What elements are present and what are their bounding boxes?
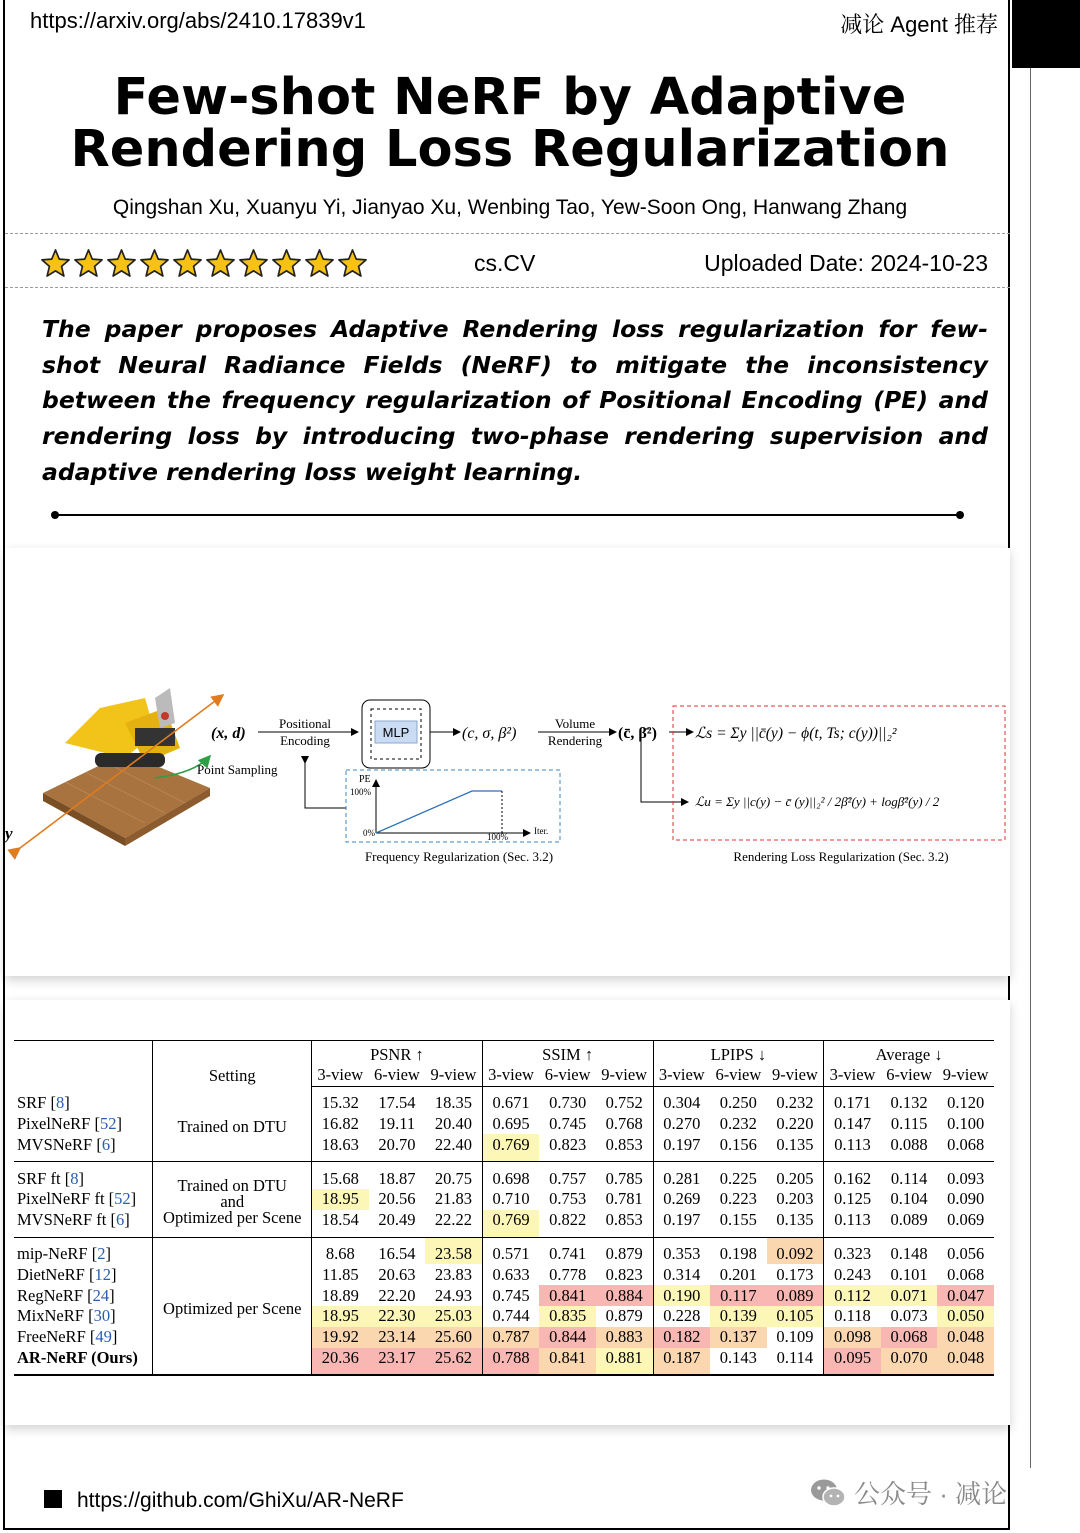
method-cell: MVSNeRF [6] bbox=[17, 1134, 116, 1154]
value-cell: 23.83 bbox=[434, 1264, 473, 1284]
value-cell: 0.162 bbox=[824, 1162, 881, 1189]
method-cell: RegNeRF [24] bbox=[17, 1285, 115, 1305]
value-cell: 21.83 bbox=[434, 1189, 473, 1209]
value-cell: 0.769 bbox=[482, 1210, 539, 1237]
plot-x0: 0% bbox=[363, 828, 375, 838]
side-line bbox=[1030, 68, 1031, 1468]
title-line-1: Few-shot NeRF by Adaptive bbox=[113, 68, 907, 127]
value-cell: 0.250 bbox=[719, 1093, 757, 1113]
value-cell: 22.30 bbox=[369, 1306, 426, 1327]
value-cell: 0.228 bbox=[653, 1306, 710, 1327]
value-cell: 20.56 bbox=[378, 1189, 416, 1209]
value-cell: 0.198 bbox=[719, 1243, 757, 1263]
value-cell: 18.95 bbox=[312, 1306, 369, 1327]
star-icon bbox=[304, 248, 335, 279]
setting-line: Optimized per Scene bbox=[163, 1298, 302, 1318]
metric-header: SSIM ↑ bbox=[482, 1041, 653, 1066]
setting-line: Trained on DTU bbox=[177, 1176, 287, 1196]
method-cell: FreeNeRF [49] bbox=[17, 1327, 118, 1347]
value-cell: 0.879 bbox=[605, 1243, 643, 1263]
value-cell: 0.304 bbox=[653, 1086, 710, 1113]
value-cell: 0.073 bbox=[890, 1306, 928, 1326]
point-sampling-label: Point Sampling bbox=[197, 762, 278, 777]
value-cell: 0.205 bbox=[776, 1168, 814, 1188]
value-cell: 0.148 bbox=[890, 1243, 928, 1263]
star-icon bbox=[106, 248, 137, 279]
value-cell: 11.85 bbox=[322, 1264, 359, 1284]
value-cell: 0.232 bbox=[776, 1093, 814, 1113]
value-cell: 20.49 bbox=[378, 1210, 416, 1230]
value-cell: 23.14 bbox=[369, 1327, 426, 1348]
value-cell: 0.730 bbox=[549, 1093, 587, 1113]
value-cell: 24.93 bbox=[434, 1285, 473, 1305]
value-cell: 16.82 bbox=[321, 1113, 359, 1133]
value-cell: 0.323 bbox=[824, 1237, 881, 1264]
y-axis-label: y bbox=[5, 824, 13, 843]
value-cell: 0.088 bbox=[890, 1134, 928, 1154]
citation-link[interactable]: 6 bbox=[116, 1210, 125, 1230]
value-cell: 0.823 bbox=[605, 1264, 643, 1284]
value-cell: 0.056 bbox=[947, 1243, 985, 1263]
value-cell: 0.155 bbox=[719, 1210, 757, 1230]
star-icon bbox=[205, 248, 236, 279]
view-header: 9-view bbox=[937, 1065, 994, 1086]
value-cell: 0.822 bbox=[549, 1210, 587, 1230]
value-cell: 0.225 bbox=[719, 1168, 757, 1188]
value-cell: 0.125 bbox=[824, 1189, 881, 1210]
value-cell: 25.03 bbox=[425, 1306, 482, 1327]
plot-y100: 100% bbox=[350, 787, 371, 797]
value-cell: 19.11 bbox=[378, 1113, 416, 1133]
view-header: 3-view bbox=[482, 1065, 539, 1086]
value-cell: 0.171 bbox=[824, 1086, 881, 1113]
wechat-icon bbox=[810, 1478, 846, 1508]
value-cell: 0.095 bbox=[824, 1348, 881, 1376]
star-icon bbox=[337, 248, 368, 279]
value-cell: 0.182 bbox=[653, 1327, 710, 1348]
value-cell: 0.104 bbox=[890, 1189, 928, 1209]
table-header-row bbox=[14, 1041, 994, 1066]
value-cell: 0.132 bbox=[890, 1093, 928, 1113]
citation-link[interactable]: 30 bbox=[93, 1306, 111, 1326]
value-cell: 18.35 bbox=[434, 1093, 473, 1113]
citation-link[interactable]: 52 bbox=[114, 1189, 131, 1209]
view-header: 6-view bbox=[881, 1065, 938, 1086]
value-cell: 0.101 bbox=[890, 1264, 928, 1284]
value-cell: 0.156 bbox=[719, 1134, 757, 1154]
method-name: SRF bbox=[17, 1092, 47, 1112]
table-row bbox=[14, 1237, 994, 1264]
value-cell: 0.243 bbox=[824, 1264, 881, 1285]
citation-link[interactable]: 8 bbox=[55, 1092, 65, 1112]
footer-square bbox=[44, 1490, 62, 1508]
star-icon bbox=[271, 248, 302, 279]
value-cell: 25.62 bbox=[425, 1348, 482, 1376]
method-cell: SRF ft [8] bbox=[17, 1168, 84, 1188]
value-cell: 0.105 bbox=[767, 1306, 824, 1327]
value-cell: 0.137 bbox=[710, 1327, 767, 1348]
method-cell: MixNeRF [30] bbox=[17, 1306, 116, 1326]
citation-link[interactable]: 12 bbox=[94, 1264, 111, 1284]
value-cell: 0.069 bbox=[947, 1210, 985, 1230]
freq-caption: Frequency Regularization (Sec. 3.2) bbox=[364, 849, 554, 864]
value-cell: 0.841 bbox=[539, 1348, 596, 1376]
loss-caption: Rendering Loss Regularization (Sec. 3.2) bbox=[733, 849, 949, 864]
view-header: 3-view bbox=[824, 1065, 881, 1086]
value-cell: 0.353 bbox=[653, 1237, 710, 1264]
method-name: DietNeRF bbox=[17, 1264, 85, 1284]
value-cell: 18.95 bbox=[312, 1189, 369, 1210]
value-cell: 15.68 bbox=[321, 1168, 359, 1188]
value-cell: 0.114 bbox=[890, 1168, 928, 1188]
paper-title bbox=[20, 68, 1000, 179]
lu-equation: ℒu = Σy ||c(y) − c̄ (y)||₂² / 2β̄²(y) + logβ̄²(y) / 2 bbox=[695, 794, 940, 809]
value-cell: 0.048 bbox=[937, 1348, 994, 1376]
arxiv-link[interactable]: https://arxiv.org/abs/2410.17839v1 bbox=[30, 8, 366, 33]
value-cell: 0.787 bbox=[482, 1327, 539, 1348]
value-cell: 0.114 bbox=[776, 1347, 814, 1367]
value-cell: 20.75 bbox=[434, 1168, 473, 1188]
value-cell: 25.60 bbox=[425, 1327, 482, 1348]
value-cell: 0.117 bbox=[710, 1285, 767, 1306]
metric-header: PSNR ↑ bbox=[370, 1045, 424, 1064]
setting-header: Setting bbox=[153, 1041, 312, 1087]
value-cell: 0.109 bbox=[776, 1327, 814, 1347]
value-cell: 0.835 bbox=[539, 1306, 596, 1327]
value-cell: 16.54 bbox=[378, 1243, 416, 1263]
category-label: cs.CV bbox=[474, 250, 536, 276]
github-link[interactable]: https://github.com/GhiXu/AR-NeRF bbox=[77, 1489, 404, 1512]
method-name: MVSNeRF ft bbox=[17, 1210, 107, 1230]
star-icon bbox=[139, 248, 170, 279]
citation-link[interactable]: 8 bbox=[70, 1168, 79, 1188]
value-cell: 0.197 bbox=[653, 1210, 710, 1237]
method-name: MixNeRF bbox=[17, 1306, 84, 1326]
value-cell: 0.223 bbox=[719, 1189, 757, 1209]
value-cell: 0.203 bbox=[776, 1189, 814, 1209]
star-icon bbox=[238, 248, 269, 279]
value-cell: 0.139 bbox=[710, 1306, 767, 1327]
summary-divider bbox=[55, 514, 960, 516]
value-cell: 0.220 bbox=[776, 1113, 814, 1133]
view-header: 9-view bbox=[596, 1065, 653, 1086]
method-cell: mip-NeRF [2] bbox=[17, 1243, 111, 1263]
brand-label: 减论 Agent 推荐 bbox=[840, 12, 998, 37]
pe-label-1: Positional bbox=[278, 716, 332, 731]
value-cell: 0.187 bbox=[653, 1348, 710, 1376]
value-cell: 0.047 bbox=[937, 1285, 994, 1306]
uploaded-date: Uploaded Date: 2024-10-23 bbox=[704, 250, 988, 276]
value-cell: 0.115 bbox=[890, 1113, 928, 1133]
value-cell: 0.571 bbox=[482, 1237, 539, 1264]
value-cell: 0.113 bbox=[824, 1210, 881, 1237]
value-cell: 0.135 bbox=[776, 1210, 814, 1230]
value-cell: 0.090 bbox=[947, 1189, 985, 1209]
mlp-label: MLP bbox=[382, 725, 410, 740]
value-cell: 0.883 bbox=[596, 1327, 653, 1348]
table-row bbox=[14, 1086, 994, 1113]
results-table bbox=[14, 1040, 994, 1376]
wechat-brand bbox=[810, 1474, 1007, 1511]
view-header: 6-view bbox=[539, 1065, 596, 1086]
value-cell: 0.788 bbox=[482, 1348, 539, 1376]
value-cell: 0.120 bbox=[947, 1093, 985, 1113]
title-line-2: Rendering Loss Regularization bbox=[70, 120, 950, 179]
value-cell: 0.147 bbox=[824, 1114, 881, 1135]
value-cell: 0.093 bbox=[947, 1168, 985, 1188]
method-cell: PixelNeRF [52] bbox=[17, 1113, 122, 1133]
value-cell: 0.753 bbox=[549, 1189, 587, 1209]
value-cell: 18.89 bbox=[321, 1285, 359, 1305]
value-cell: 0.710 bbox=[482, 1189, 539, 1210]
view-header: 3-view bbox=[312, 1065, 369, 1086]
metric-header: Average ↓ bbox=[824, 1041, 994, 1066]
value-cell: 15.32 bbox=[321, 1093, 359, 1113]
value-cell: 0.143 bbox=[719, 1347, 757, 1367]
star-icon bbox=[73, 248, 104, 279]
vr-label-2: Rendering bbox=[547, 733, 603, 748]
value-cell: 0.785 bbox=[605, 1168, 643, 1188]
value-cell: 0.853 bbox=[605, 1134, 643, 1154]
citation-link[interactable]: 24 bbox=[92, 1285, 110, 1305]
input-label: (x, d) bbox=[211, 725, 246, 742]
setting-line: Optimized per Scene bbox=[163, 1208, 302, 1228]
value-cell: 19.92 bbox=[312, 1327, 369, 1348]
table-row bbox=[14, 1162, 994, 1189]
method-name: mip-NeRF bbox=[17, 1243, 88, 1263]
value-cell: 0.197 bbox=[653, 1134, 710, 1161]
value-cell: 0.745 bbox=[482, 1285, 539, 1306]
citation-link[interactable]: 52 bbox=[99, 1113, 117, 1133]
view-header: 3-view bbox=[653, 1065, 710, 1086]
plot-xlabel: Iter. bbox=[534, 826, 549, 836]
method-name: SRF ft bbox=[17, 1168, 61, 1188]
figure-panel bbox=[5, 548, 1010, 976]
setting-line: and bbox=[220, 1192, 245, 1212]
value-cell: 0.098 bbox=[824, 1327, 881, 1348]
value-cell: 8.68 bbox=[325, 1243, 355, 1263]
view-header: 6-view bbox=[369, 1065, 426, 1086]
value-cell: 0.841 bbox=[539, 1285, 596, 1306]
setting-cell bbox=[153, 1237, 312, 1375]
plot-ylabel: PE bbox=[359, 774, 371, 785]
value-cell: 0.112 bbox=[824, 1285, 881, 1306]
rating-stars bbox=[40, 248, 368, 279]
value-cell: 0.695 bbox=[482, 1114, 539, 1135]
value-cell: 18.63 bbox=[321, 1134, 359, 1154]
value-cell: 0.113 bbox=[824, 1134, 881, 1161]
value-cell: 0.757 bbox=[549, 1168, 587, 1188]
view-header: 6-view bbox=[710, 1065, 767, 1086]
value-cell: 0.781 bbox=[605, 1189, 643, 1209]
method-cell: PixelNeRF ft [52] bbox=[17, 1189, 137, 1209]
value-cell: 0.173 bbox=[776, 1264, 814, 1284]
method-cell: DietNeRF [12] bbox=[17, 1264, 117, 1284]
value-cell: 20.40 bbox=[434, 1113, 473, 1133]
value-cell: 0.884 bbox=[596, 1285, 653, 1306]
value-cell: 0.089 bbox=[890, 1210, 928, 1230]
value-cell: 0.698 bbox=[482, 1162, 539, 1189]
value-cell: 0.768 bbox=[605, 1113, 643, 1133]
value-cell: 0.070 bbox=[881, 1348, 938, 1376]
freq-plot-box bbox=[346, 770, 560, 842]
method-name: AR-NeRF (Ours) bbox=[17, 1347, 138, 1367]
method-cell: SRF [8] bbox=[17, 1092, 70, 1112]
value-cell: 0.068 bbox=[947, 1264, 985, 1284]
vr-label-1: Volume bbox=[554, 716, 596, 731]
wechat-brand-label: 公众号 · 减论 bbox=[854, 1479, 1008, 1509]
value-cell: 0.068 bbox=[881, 1327, 938, 1348]
pe-label-2: Encoding bbox=[280, 733, 330, 748]
value-cell: 0.118 bbox=[824, 1306, 881, 1327]
value-cell: 17.54 bbox=[378, 1093, 416, 1113]
value-cell: 0.100 bbox=[947, 1113, 985, 1133]
ls-equation: ℒs = Σy ||c̄(y) − ϕ(t, Ts; c(y))||₂² bbox=[695, 725, 897, 742]
star-icon bbox=[40, 248, 71, 279]
value-cell: 0.135 bbox=[776, 1134, 814, 1154]
value-cell: 0.741 bbox=[549, 1243, 587, 1263]
value-cell: 23.58 bbox=[425, 1237, 482, 1264]
value-cell: 0.071 bbox=[881, 1285, 938, 1306]
method-name: PixelNeRF bbox=[17, 1113, 91, 1133]
setting-line: Trained on DTU bbox=[177, 1116, 287, 1136]
value-cell: 20.63 bbox=[378, 1264, 416, 1284]
citation-link[interactable]: 49 bbox=[95, 1327, 112, 1347]
value-cell: 0.232 bbox=[719, 1113, 757, 1133]
method-name: RegNeRF bbox=[17, 1285, 83, 1305]
value-cell: 18.87 bbox=[378, 1168, 416, 1188]
plot-x100: 100% bbox=[487, 832, 508, 842]
rendered-label: (c̄, β̄²) bbox=[618, 725, 657, 742]
setting-cell bbox=[153, 1162, 312, 1237]
value-cell: 22.20 bbox=[378, 1285, 416, 1305]
citation-link[interactable]: 2 bbox=[97, 1243, 106, 1263]
view-header: 9-view bbox=[425, 1065, 482, 1086]
value-cell: 22.40 bbox=[434, 1134, 473, 1154]
value-cell: 0.844 bbox=[539, 1327, 596, 1348]
value-cell: 18.54 bbox=[321, 1210, 359, 1230]
method-name: PixelNeRF ft bbox=[17, 1189, 105, 1209]
star-icon bbox=[172, 248, 203, 279]
value-cell: 0.633 bbox=[482, 1264, 539, 1285]
setting-cell bbox=[153, 1086, 312, 1161]
value-cell: 0.092 bbox=[767, 1237, 824, 1264]
value-cell: 0.190 bbox=[653, 1285, 710, 1306]
method-header bbox=[14, 1041, 153, 1087]
authors: Qingshan Xu, Xuanyu Yi, Jianyao Xu, Wenbing Tao, Yew-Soon Ong, Hanwang Zhang bbox=[112, 196, 908, 219]
value-cell: 0.671 bbox=[482, 1086, 539, 1113]
value-cell: 0.745 bbox=[549, 1113, 587, 1133]
value-cell: 0.879 bbox=[605, 1306, 643, 1326]
method-name: MVSNeRF bbox=[17, 1134, 93, 1154]
divider-top bbox=[5, 233, 1010, 234]
value-cell: 0.048 bbox=[937, 1327, 994, 1348]
value-cell: 0.778 bbox=[549, 1264, 587, 1284]
value-cell: 0.269 bbox=[653, 1189, 710, 1210]
value-cell: 0.744 bbox=[482, 1306, 539, 1327]
pe-curve bbox=[376, 791, 502, 833]
value-cell: 20.70 bbox=[378, 1134, 416, 1154]
value-cell: 22.22 bbox=[434, 1210, 473, 1230]
value-cell: 0.314 bbox=[653, 1264, 710, 1285]
value-cell: 0.089 bbox=[767, 1285, 824, 1306]
value-cell: 0.881 bbox=[596, 1348, 653, 1376]
paper-summary: The paper proposes Adaptive Rendering loss regularization for few-shot Neural Radiance Fields (NeRF) to mitigate the inconsistency between the frequency regularization of Positional Encoding (PE) and rendering loss by introducing two-phase rendering supervision and adaptive rendering loss weight learning. bbox=[42, 315, 988, 486]
value-cell: 0.281 bbox=[653, 1162, 710, 1189]
output-label: (c, σ, β²) bbox=[462, 725, 517, 742]
value-cell: 0.769 bbox=[482, 1134, 539, 1161]
value-cell: 0.068 bbox=[947, 1134, 985, 1154]
method-cell: MVSNeRF ft [6] bbox=[17, 1210, 130, 1230]
value-cell: 0.050 bbox=[937, 1306, 994, 1327]
value-cell: 0.270 bbox=[653, 1114, 710, 1135]
metric-header: LPIPS ↓ bbox=[653, 1041, 824, 1066]
value-cell: 0.752 bbox=[605, 1093, 643, 1113]
citation-link[interactable]: 6 bbox=[101, 1134, 111, 1154]
method-diagram bbox=[5, 548, 1010, 976]
value-cell: 0.201 bbox=[719, 1264, 757, 1284]
method-cell bbox=[14, 1348, 153, 1376]
value-cell: 0.853 bbox=[605, 1210, 643, 1230]
corner-block bbox=[1012, 0, 1080, 68]
value-cell: 23.17 bbox=[369, 1348, 426, 1376]
value-cell: 20.36 bbox=[312, 1348, 369, 1376]
method-name: FreeNeRF bbox=[17, 1327, 86, 1347]
divider-meta bbox=[5, 287, 1010, 288]
view-header: 9-view bbox=[767, 1065, 824, 1086]
value-cell: 0.823 bbox=[549, 1134, 587, 1154]
